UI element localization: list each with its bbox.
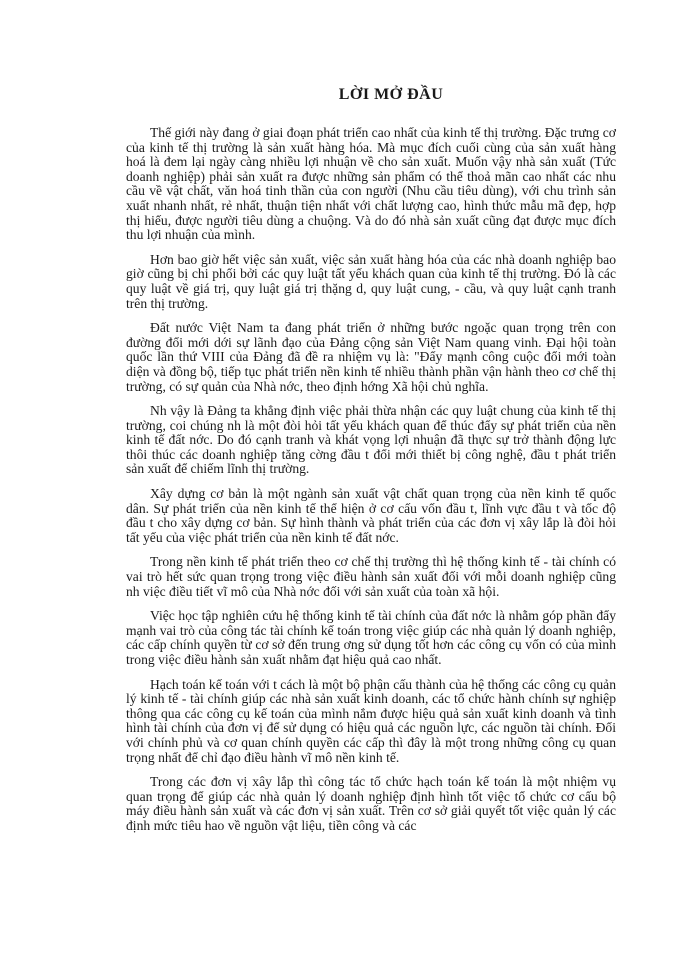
paragraph-3: Đất nước Việt Nam ta đang phát triển ở những bước ngoặc quan trọng trên con đường đổi mới dới sự lãnh đạo của Đảng cộng sản Việt Nam quang vinh. Đại hội toàn quốc lần thứ VIII của Đảng đã đề ra nhiệm vụ là: "Đẩy mạnh công cuộc đổi mới toàn diện và đồng bộ, tiếp tục phát triển nền kinh tế nhiều thành phần vận hành theo cơ chế thị trường, có sự quản của Nhà nớc, theo định hớng Xã hội chủ nghĩa.: [126, 320, 616, 394]
paragraph-8: Hạch toán kế toán với t cách là một bộ phận cấu thành của hệ thống các công cụ quản lý kinh tế - tài chính giúp các nhà sản xuất kinh doanh, các tổ chức hành chính sự nghiệp thông qua các công cụ kế toán của mình nắm được hiệu quả sản xuất kinh doanh và tình hình tài chính của đơn vị để sử dụng có hiệu quả các nguồn lực, các nguồn tài chính. Đối với chính phủ và cơ quan chính quyền các cấp thì đây là một trong những công cụ quan trọng nhất để chỉ đạo điều hành vĩ mô nền kinh tế.: [126, 676, 616, 765]
paragraph-5: Xây dựng cơ bản là một ngành sản xuất vật chất quan trọng của nền kinh tế quốc dân. Sự phát triển của nền kinh tế thể hiện ở cơ cấu vốn đầu t, lĩnh vực đầu t và tốc độ đầu t cho xây dựng cơ bản. Sự hình thành và phát triển của các đơn vị xây lắp là đòi hỏi tất yếu của việc phát triển của nền kinh tế đất nớc.: [126, 486, 616, 545]
paragraph-7: Việc học tập nghiên cứu hệ thống kinh tế tài chính của đất nớc là nhằm góp phần đẩy mạnh vai trò của công tác tài chính kế toán trong việc giúp các nhà quản lý doanh nghiệp, các cấp chính quyền từ cơ sở đến trung ơng sử dụng tốt hơn các công cụ vốn có của mình trong việc điều hành sản xuất nhằm đạt hiệu quả cao nhất.: [126, 608, 616, 667]
page-title: LỜI MỞ ĐẦU: [338, 86, 444, 103]
paragraph-6: Trong nền kinh tế phát triển theo cơ chế thị trường thì hệ thống kinh tế - tài chính có vai trò hết sức quan trọng trong việc điều hành sản xuất đối với mỗi doanh nghiệp cũng nh việc điều tiết vĩ mô của Nhà nớc đối với sản xuất của toàn xã hội.: [126, 554, 616, 599]
paragraph-2: Hơn bao giờ hết việc sản xuất, việc sản xuất hàng hóa của các nhà doanh nghiệp bao giờ cũng bị chi phối bởi các quy luật tất yếu khách quan của kinh tế thị trường. Đó là các quy luật về giá trị, quy luật giá trị thặng d, quy luật cung, - cầu, và quy luật cạnh tranh trên thị trường.: [126, 251, 616, 311]
paragraph-9: Trong các đơn vị xây lắp thì công tác tổ chức hạch toán kế toán là một nhiệm vụ quan trọng để giúp các nhà quản lý doanh nghiệp định hình tốt việc tổ chức cơ cấu bộ máy điều hành sản xuất và các đơn vị sản xuất. Trên cơ sở giải quyết tốt việc quản lý các định mức tiêu hao về nguồn vật liệu, tiền công và các: [126, 774, 616, 833]
paragraph-4: Nh vậy là Đảng ta khẳng định việc phải thừa nhận các quy luật chung của kinh tế thị trường, coi chúng nh là một đòi hỏi tất yếu khách quan để thúc đẩy sự phát triển của nền kinh tế đất nớc. Do đó cạnh tranh và khát vọng lợi nhuận đã thực sự trở thành động lực thôi thúc các doanh nghiệp tăng cờng đầu t đổi mới thiết bị công nghệ, đầu t phát triển sản xuất để chiếm lĩnh thị trường.: [126, 403, 616, 477]
paragraph-1: Thế giới này đang ở giai đoạn phát triển cao nhất của kinh tế thị trường. Đặc trưng cơ của kinh tế thị trường là sản xuất hàng hóa. Mà mục đích cuối cùng của sản xuất hàng hoá là đem lại ngày càng nhiều lợi nhuận về cho sản xuất. Muốn vậy nhà sản xuất (Tức doanh nghiệp) phải sản xuất ra được những sản phẩm có thể thoả mãn cao nhất các nhu cầu về vật chất, văn hoá tinh thần của con người (Nhu cầu tiêu dùng), với chu trình sản xuất nhanh nhất, rẻ nhất, thuận tiện nhất với chất lượng cao, hình thức mẫu mã đẹp, hợp thị hiếu, được người tiêu dùng a chuộng. Và do đó nhà sản xuất cũng đạt được mục đích thu lợi nhuận của mình.: [126, 125, 616, 243]
